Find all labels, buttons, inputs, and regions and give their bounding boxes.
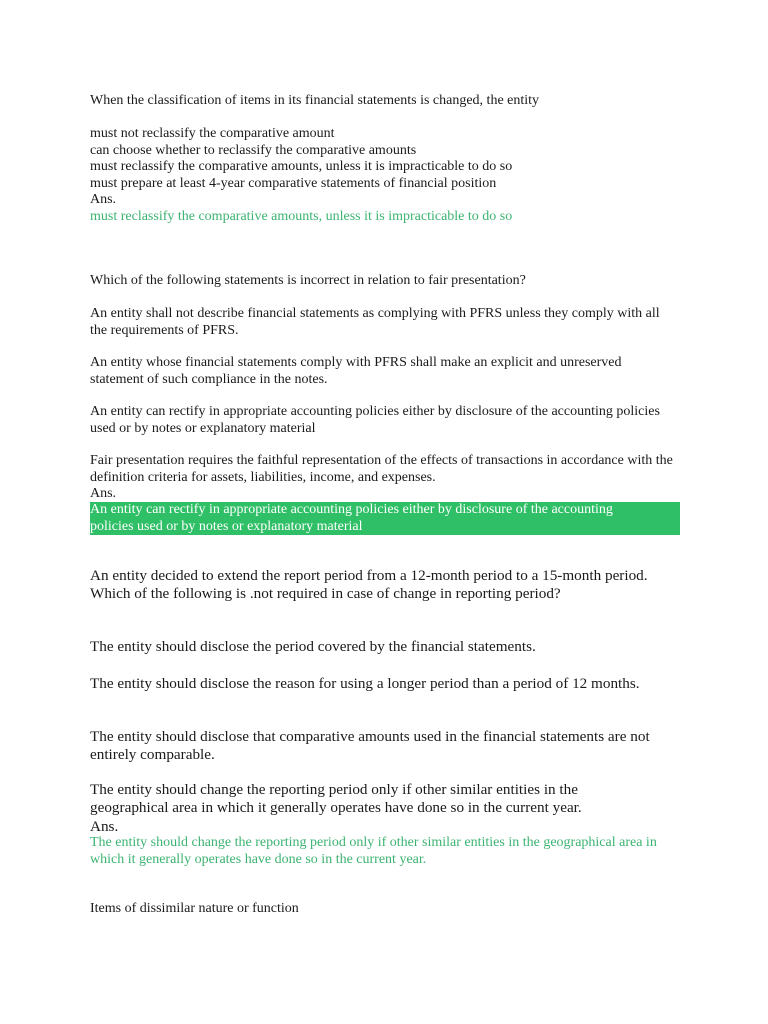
question-3-option-a: The entity should disclose the period covered by the financial statements. <box>90 638 536 655</box>
question-3-option-c: The entity should disclose that comparative amounts used in the financial statements are not entirely comparable. <box>90 728 650 763</box>
question-1-text: When the classification of items in its financial statements is changed, the entity <box>90 93 540 108</box>
question-2-option-d: Fair presentation requires the faithful representation of the effects of transactions in accordance with the definition criteria for assets, liabilities, income, and expenses. <box>90 453 673 485</box>
question-4-text: Items of dissimilar nature or function <box>90 901 299 916</box>
question-2-answer-line-1: An entity can rectify in appropriate accounting policies either by disclosure of the accounting <box>90 502 613 517</box>
question-1-ans-label: Ans. <box>90 192 117 207</box>
question-2-text: Which of the following statements is incorrect in relation to fair presentation? <box>90 273 526 288</box>
question-1-options <box>90 126 680 225</box>
question-2-answer-line-2: policies used or by notes or explanatory material <box>90 518 363 534</box>
question-3-ans <box>90 818 680 836</box>
question-2-option-c: An entity can rectify in appropriate accounting policies either by disclosure of the accounting policies used or by notes or explanatory material <box>90 404 660 436</box>
question-2-ans-label: Ans. <box>90 486 117 501</box>
question-2-option-b: An entity whose financial statements comply with PFRS shall make an explicit and unreserved statement of such compliance in the notes. <box>90 355 622 387</box>
question-2 <box>90 273 680 290</box>
question-3-option-d: The entity should change the reporting period only if other similar entities in the geographical area in which it generally operates have done so in the current year. <box>90 781 582 816</box>
question-2-option-a: An entity shall not describe financial statements as complying with PFRS unless they comply with all the requirements of PFRS. <box>90 306 660 338</box>
question-1-option-d: must prepare at least 4-year comparative statements of financial position <box>90 175 497 191</box>
question-3-ans-label: Ans. <box>90 818 119 835</box>
question-3-answer: The entity should change the reporting period only if other similar entities in the geographical area in which it generally operates have done so in the current year. <box>90 835 657 867</box>
question-4 <box>90 901 680 918</box>
question-1-option-b: can choose whether to reclassify the comparative amounts <box>90 142 417 158</box>
question-1-option-c: must reclassify the comparative amounts, unless it is impracticable to do so <box>90 159 513 174</box>
question-3-option-b: The entity should disclose the reason for using a longer period than a period of 12 months. <box>90 675 640 692</box>
question-1 <box>90 93 680 110</box>
question-2-ans <box>90 486 680 503</box>
question-1-option-a: must not reclassify the comparative amount <box>90 126 335 141</box>
question-1-answer: must reclassify the comparative amounts, unless it is impracticable to do so <box>90 208 513 224</box>
question-3-text: An entity decided to extend the report period from a 12-month period to a 15-month period. Which of the following is .not required in case of change in reporting period? <box>90 567 648 602</box>
question-2-answer <box>90 502 680 535</box>
